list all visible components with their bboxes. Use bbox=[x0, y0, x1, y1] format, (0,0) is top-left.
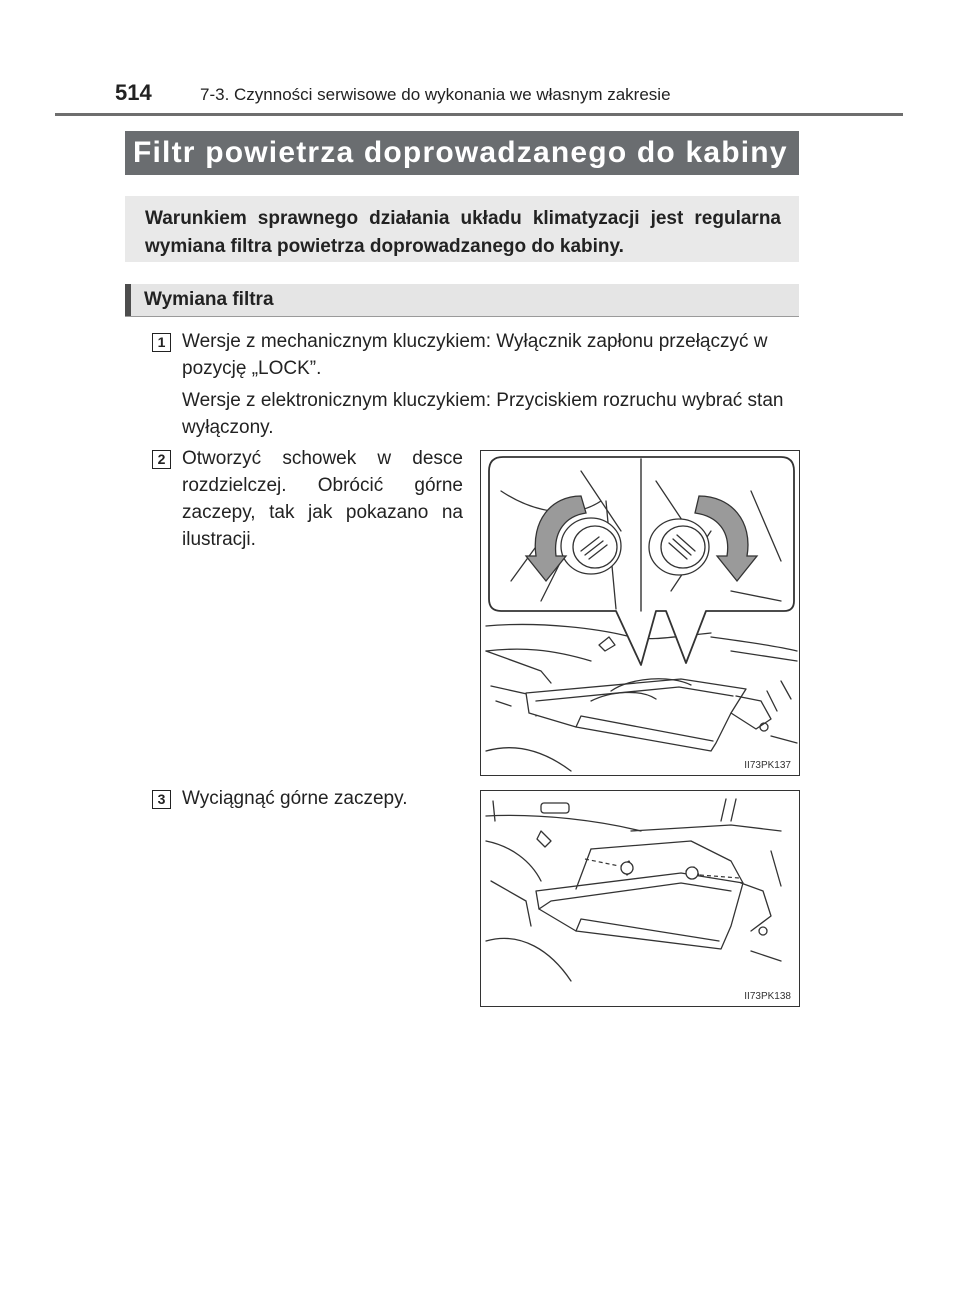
intro-text: Warunkiem sprawnego działania układu klimatyzacji jest regularna wymiana filtra powietrza doprowadzanego do kabiny. bbox=[145, 208, 781, 257]
figure-code-2: II73PK138 bbox=[744, 991, 791, 1002]
section-title: 7-3. Czynności serwisowe do wykonania we własnym zakresie bbox=[200, 85, 671, 104]
header-divider bbox=[55, 113, 903, 116]
figure-code-1: II73PK137 bbox=[744, 760, 791, 771]
figure-glovebox-open bbox=[480, 450, 800, 776]
page-number: 514 bbox=[115, 80, 152, 105]
step-3-text: Wyciągnąć górne zaczepy. bbox=[182, 788, 408, 809]
step-1-text-2: Wersje z elektronicznym kluczykiem: Przyciskiem rozruchu wybrać stan wyłączony. bbox=[182, 390, 784, 438]
step-badge-3: 3 bbox=[152, 790, 171, 809]
step-2-text: Otworzyć schowek w desce rozdzielczej. Obrócić górne zaczepy, tak jak pokazano na ilustracji. bbox=[182, 448, 463, 550]
subheading-divider bbox=[125, 316, 799, 317]
figure-1-illustration bbox=[481, 451, 799, 775]
step-badge-1: 1 bbox=[152, 333, 171, 352]
step-badge-2: 2 bbox=[152, 450, 171, 469]
page-title: Filtr powietrza doprowadzanego do kabiny bbox=[125, 131, 799, 175]
figure-glovebox-clips bbox=[480, 790, 800, 1007]
subheading: Wymiana filtra bbox=[125, 284, 799, 316]
step-1-text: Wersje z mechanicznym kluczykiem: Wyłącznik zapłonu przełączyć w pozycję „LOCK”. bbox=[182, 331, 768, 379]
intro-box bbox=[125, 196, 799, 262]
figure-2-illustration bbox=[481, 791, 799, 1006]
